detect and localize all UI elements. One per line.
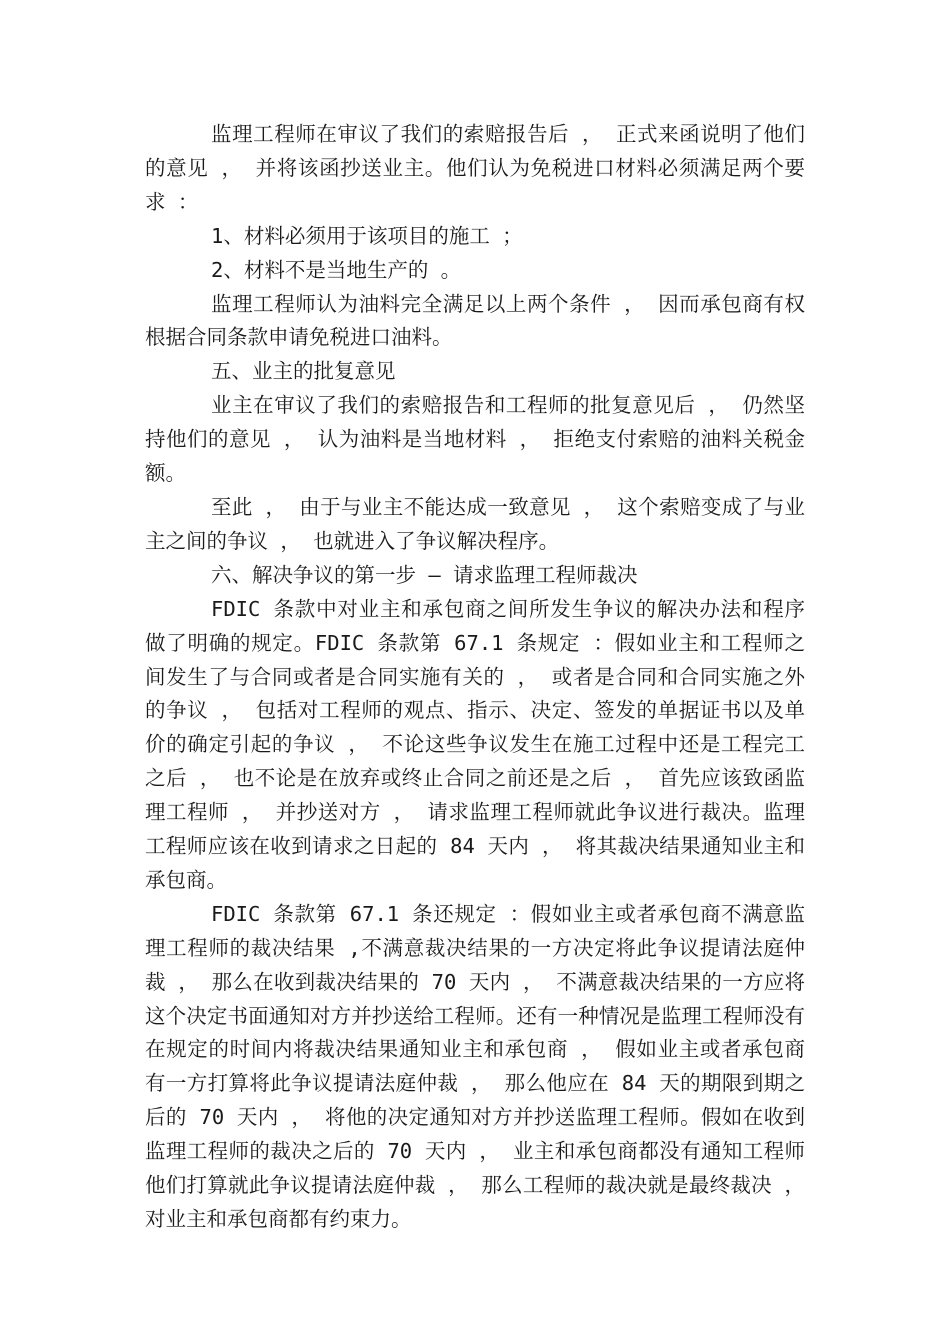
list-item-requirement-1: 1、材料必须用于该项目的施工 ；	[211, 223, 523, 248]
section-heading-dispute-step-one: 六、解决争议的第一步 – 请求监理工程师裁决	[211, 562, 638, 587]
list-item-requirement-2: 2、材料不是当地生产的 。	[211, 257, 462, 282]
paragraph-dispute: 至此 ， 由于与业主不能达成一致意见 ， 这个索赔变成了与业主之间的争议 ， 也就进入了争议解决程序。	[145, 494, 805, 553]
paragraph-engineer-opinion: 监理工程师认为油料完全满足以上两个条件 ， 因而承包商有权根据合同条款申请免税进口油料。	[145, 291, 805, 350]
section-heading-owner-reply: 五、业主的批复意见	[211, 359, 396, 384]
document-body	[145, 118, 805, 1237]
paragraph-fdic-67-1-further: FDIC 条款第 67.1 条还规定 ：假如业主或者承包商不满意监理工程师的裁决结果 ,不满意裁决结果的一方决定将此争议提请法庭仲裁 ， 那么在收到裁决结果的 70 天内 ， 不满意裁决结果的一方应将这个决定书面通知对方并抄送给工程师。还有一种情况是监理工程师没有在规定的时间内将裁决结果通知业主和承包商 ， 假如业主或者承包商有一方打算将此争议提请法庭仲裁 ， 那么他应在 84 天的期限到期之后的 70 天内 ， 将他的决定通知对方并抄送监理工程师。假如在收到监理工程师的裁决之后的 70 天内 ， 业主和承包商都没有通知工程师他们打算就此争议提请法庭仲裁 ， 那么工程师的裁决就是最终裁决 ， 对业主和承包商都有约束力。	[145, 901, 805, 1231]
paragraph-owner-reply: 业主在审议了我们的索赔报告和工程师的批复意见后 ， 仍然坚持他们的意见 ， 认为油料是当地材料 ， 拒绝支付索赔的油料关税金额。	[145, 393, 805, 486]
paragraph-fdic-67-1: FDIC 条款中对业主和承包商之间所发生争议的解决办法和程序做了明确的规定。FDIC 条款第 67.1 条规定 ：假如业主和工程师之间发生了与合同或者是合同实施有关的 ， 或者是合同和合同实施之外的争议 ， 包括对工程师的观点、指示、决定、签发的单据证书以及单价的确定引起的争议 ， 不论这些争议发生在施工过程中还是工程完工之后 ， 也不论是在放弃或终止合同之前还是之后 ， 首先应该致函监理工程师 ， 并抄送对方 ， 请求监理工程师就此争议进行裁决。监理工程师应该在收到请求之日起的 84 天内 ， 将其裁决结果通知业主和承包商。	[145, 596, 805, 892]
paragraph-engineer-review: 监理工程师在审议了我们的索赔报告后 ， 正式来函说明了他们的意见 ， 并将该函抄送业主。他们认为免税进口材料必须满足两个要求 ：	[145, 122, 805, 214]
